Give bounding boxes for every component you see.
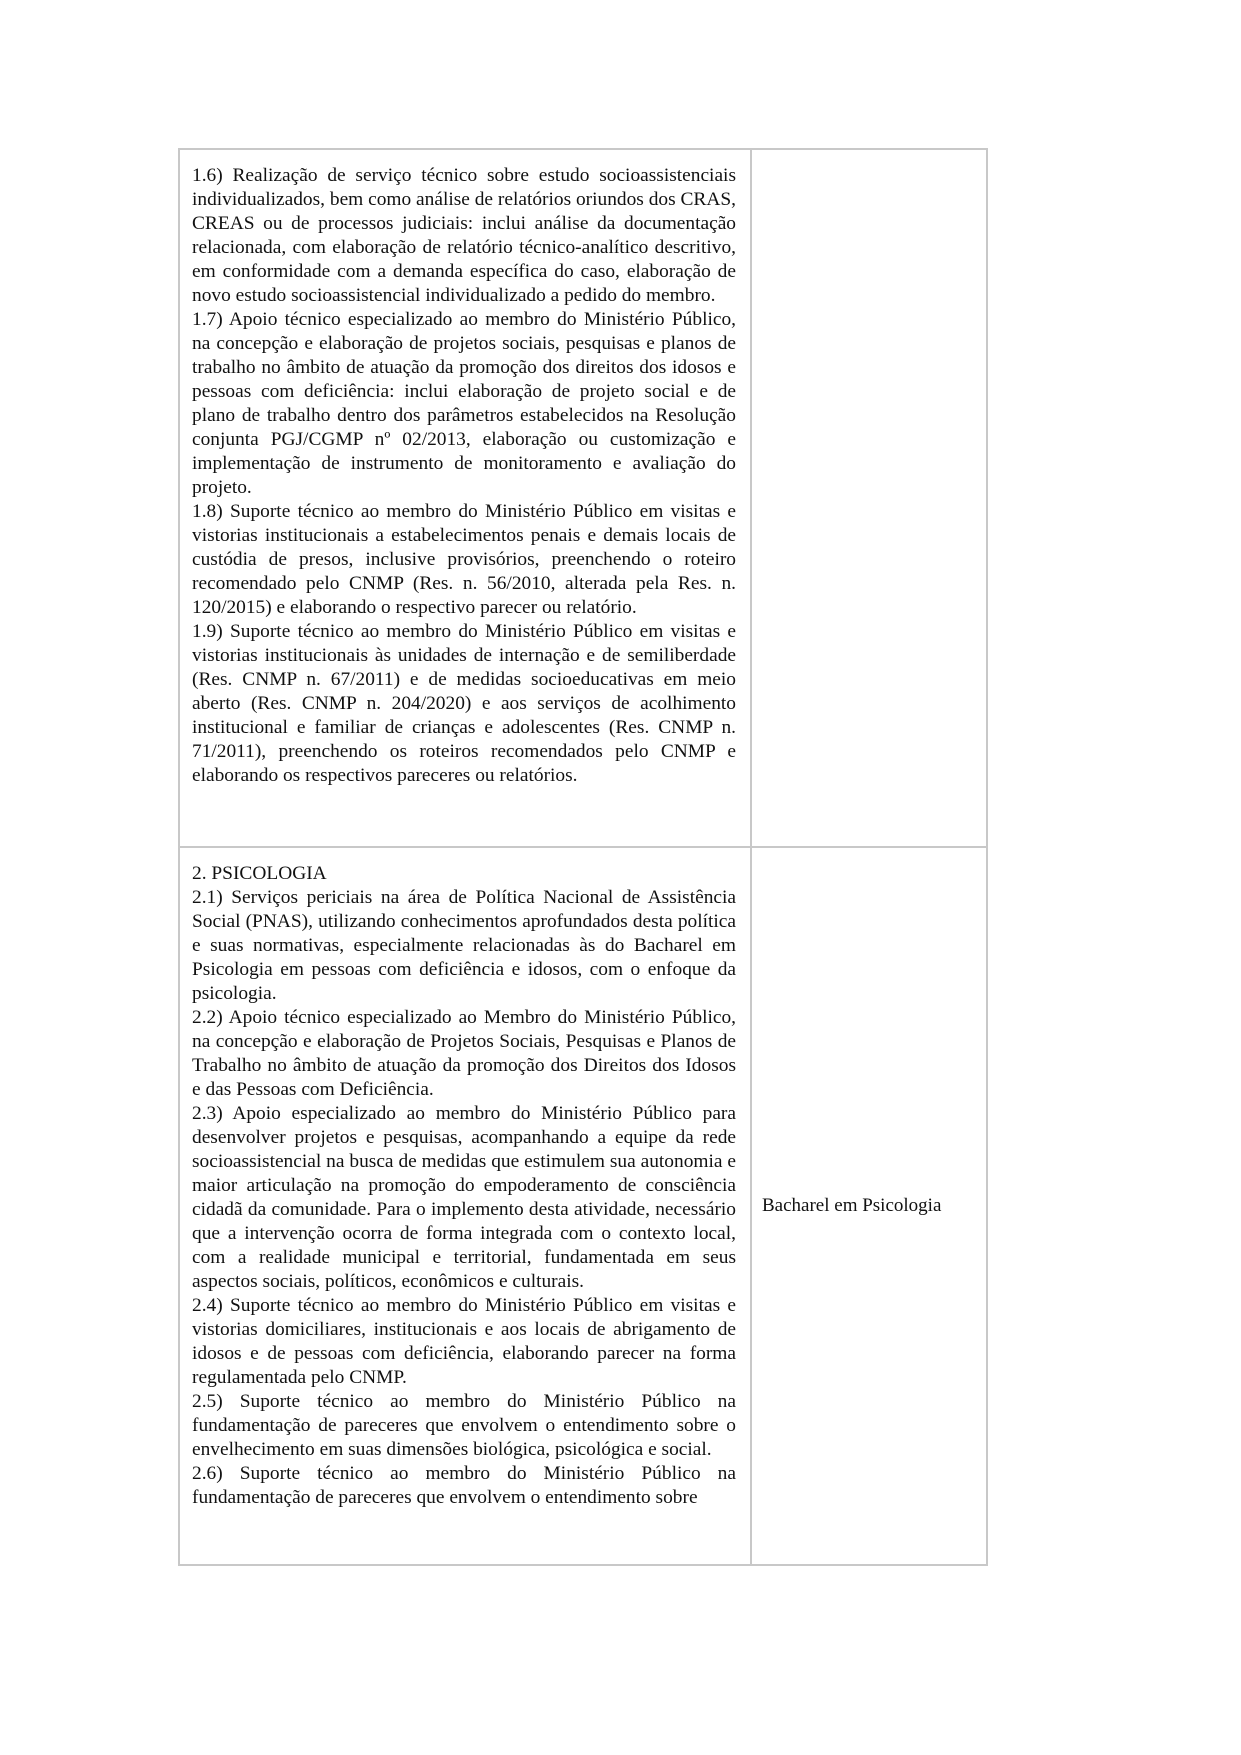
- item-1-7-paragraph: 1.7) Apoio técnico especializado ao membro do Ministério Público, na concepção e elaboração de projetos sociais, pesquisas e planos de trabalho no âmbito de atuação da promoção dos direitos dos idosos e pessoas com deficiência: inclui elaboração de projeto social e de plano de trabalho dentro dos parâmetros estabelecidos na Resolução conjunta PGJ/CGMP nº 02/2013, elaboração ou customização e implementação de instrumento de monitoramento e avaliação do projeto.: [192, 309, 736, 498]
- item-2-4-paragraph: 2.4) Suporte técnico ao membro do Ministério Público em visitas e vistorias domiciliares, institucionais e aos locais de abrigamento de idosos e de pessoas com deficiência, elaborando parecer na forma regulamentada pelo CNMP.: [192, 1295, 736, 1388]
- requirement-text: Bacharel em Psicologia: [762, 1195, 942, 1216]
- table-row: [180, 150, 986, 846]
- item-2-1-paragraph: 2.1) Serviços periciais na área de Política Nacional de Assistência Social (PNAS), utilizando conhecimentos aprofundados desta política e suas normativas, especialmente relacionadas às do Bacharel em Psicologia em pessoas com deficiência e idosos, com o enfoque da psicologia.: [192, 887, 736, 1004]
- requirement-cell: [752, 848, 986, 1564]
- item-1-6-paragraph: 1.6) Realização de serviço técnico sobre estudo socioassistenciais individualizados, bem como análise de relatórios oriundos dos CRAS, CREAS ou de processos judiciais: inclui análise da documentação relacionada, com elaboração de relatório técnico-analítico descritivo, em conformidade com a demanda específica do caso, elaboração de novo estudo socioassistencial individualizado a pedido do membro.: [192, 165, 736, 306]
- services-table: [178, 148, 988, 1566]
- services-description-cell: [180, 150, 752, 846]
- item-2-5-paragraph: 2.5) Suporte técnico ao membro do Ministério Público na fundamentação de pareceres que envolvem o entendimento sobre o envelhecimento em suas dimensões biológica, psicológica e social.: [192, 1391, 736, 1460]
- item-2-2-paragraph: 2.2) Apoio técnico especializado ao Membro do Ministério Público, na concepção e elaboração de Projetos Sociais, Pesquisas e Planos de Trabalho no âmbito de atuação da promoção dos Direitos dos Idosos e das Pessoas com Deficiência.: [192, 1007, 736, 1100]
- table-row: [180, 846, 986, 1564]
- item-1-8-paragraph: 1.8) Suporte técnico ao membro do Ministério Público em visitas e vistorias institucionais a estabelecimentos penais e demais locais de custódia de presos, inclusive provisórios, preenchendo o roteiro recomendado pelo CNMP (Res. n. 56/2010, alterada pela Res. n. 120/2015) e elaborando o respectivo parecer ou relatório.: [192, 501, 736, 618]
- item-2-6-paragraph: 2.6) Suporte técnico ao membro do Ministério Público na fundamentação de pareceres que envolvem o entendimento sobre: [192, 1463, 736, 1508]
- section-heading: 2. PSICOLOGIA: [192, 863, 327, 884]
- requirement-cell: [752, 150, 986, 846]
- services-description-cell: [180, 848, 752, 1564]
- item-1-9-paragraph: 1.9) Suporte técnico ao membro do Ministério Público em visitas e vistorias institucionais às unidades de internação e de semiliberdade (Res. CNMP n. 67/2011) e de medidas socioeducativas em meio aberto (Res. CNMP n. 204/2020) e aos serviços de acolhimento institucional e familiar de crianças e adolescentes (Res. CNMP n. 71/2011), preenchendo os roteiros recomendados pelo CNMP e elaborando os respectivos pareceres ou relatórios.: [192, 621, 736, 786]
- item-2-3-paragraph: 2.3) Apoio especializado ao membro do Ministério Público para desenvolver projetos e pesquisas, acompanhando a equipe da rede socioassistencial na busca de medidas que estimulem sua autonomia e maior articulação na promoção do empoderamento de consciência cidadã da comunidade. Para o implemento desta atividade, necessário que a intervenção ocorra de forma integrada com o contexto local, com a realidade municipal e territorial, fundamentada em seus aspectos sociais, políticos, econômicos e culturais.: [192, 1103, 736, 1292]
